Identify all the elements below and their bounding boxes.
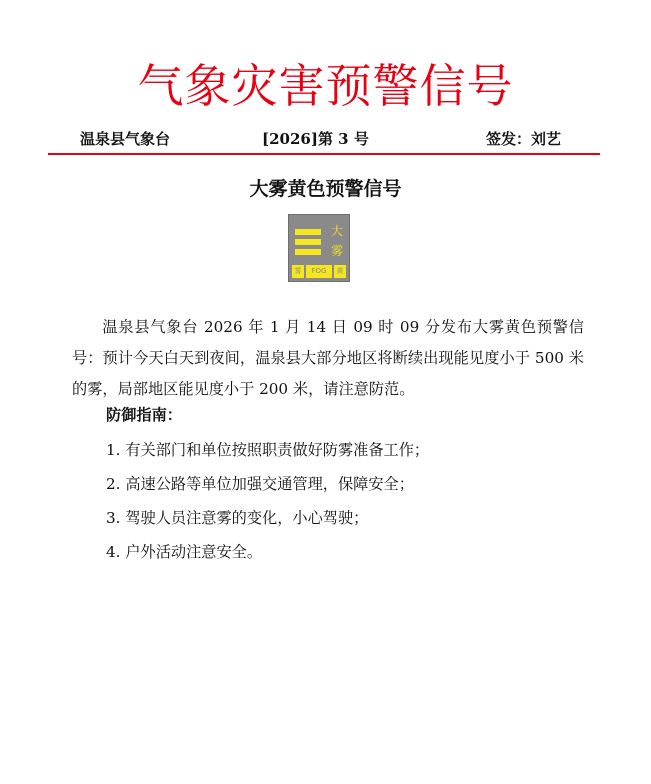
guidance-heading: 防御指南： [106, 406, 182, 424]
masthead-title: 气象灾害预警信号 [137, 59, 514, 113]
issuing-office: 温泉县气象台 [80, 130, 171, 148]
signal-band [292, 265, 346, 278]
signal-glyph: 雾 [330, 244, 343, 258]
notice-title: 大雾黄色预警信号 [249, 178, 402, 200]
guidance-item: 4. 户外活动注意安全。 [106, 543, 263, 561]
signal-band-text: 黄 [334, 265, 346, 278]
signal-glyph: 大 [330, 224, 343, 238]
signal-bar [295, 239, 321, 245]
guidance-item: 1. 有关部门和单位按照职责做好防雾准备工作； [106, 441, 430, 459]
issue-number: [2026]第 3 号 [262, 130, 369, 148]
signer: 签发：刘艺 [485, 130, 561, 148]
signal-bar [295, 249, 321, 255]
notice-body-paragraph: 温泉县气象台 2026 年 1 月 14 日 09 时 09 分发布大雾黄色预警信号：预计今天白天到夜间，温泉县大部分地区将断续出现能见度小于 500 米的雾，局部地区能见度小于 200 米，请注意防范。 [72, 318, 584, 398]
fog-yellow-warning-icon [288, 214, 350, 282]
guidance-item: 2. 高速公路等单位加强交通管理，保障安全； [106, 475, 414, 493]
guidance-list [106, 433, 429, 569]
signal-glyphs [329, 221, 345, 261]
notice-body [72, 312, 584, 405]
signal-bar [295, 229, 321, 235]
document-meta [80, 128, 561, 150]
guidance-item: 3. 驾驶人员注意雾的变化，小心驾驶； [106, 509, 369, 527]
signal-band-text: 雾 [292, 265, 304, 278]
red-divider [48, 153, 600, 155]
signal-band-text: FOG [306, 265, 332, 278]
